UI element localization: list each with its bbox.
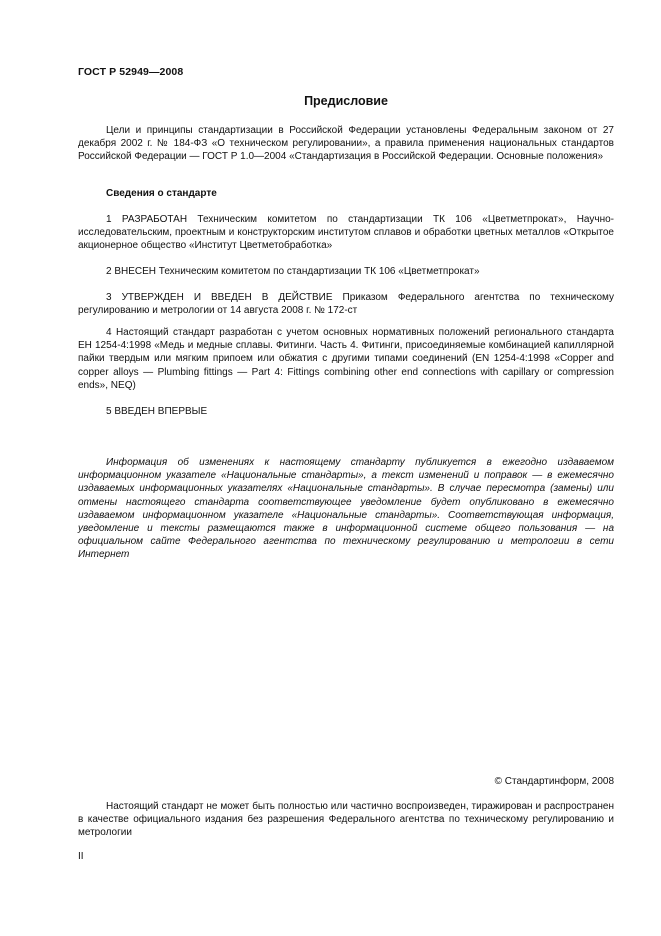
list-item-2: 2 ВНЕСЕН Техническим комитетом по стандартизации ТК 106 «Цветметпрокат» [106,266,480,277]
notice-paragraph: Информация об изменениях к настоящему стандарту публикуется в ежегодно издаваемом информационном указателе «Национальные стандарты», а текст изменений и поправок — в ежемесячно издаваемых информационных указателях «Национальные стандарты». В случае пересмотра (замены) или отмены настоящего стандарта соответствующее уведомление будет опубликовано в ежемесячно издаваемом информационном указателе «Национальные стандарты». Соответствующая информация, уведомление и тексты размещаются также в информационной системе общего пользования — на официальном сайте Федерального агентства по техническому регулированию и метрологии в сети Интернет [78,457,614,561]
list-item-4: 4 Настоящий стандарт разработан с учетом основных нормативных положений регионального стандарта ЕН 1254-4:1998 «Медь и медные сплавы. Фитинги. Часть 4. Фитинги, присоединяемые комбинацией капиллярной пайки твердым или мягким припоем или обжатия с другими типами соединений (EN 1254-4:1998 «Copper and copper alloys — Plumbing fittings — Part 4: Fittings combining other end connections with capillary or compression ends», NEQ) [78,327,614,391]
copyright-notice: © Стандартинформ, 2008 [494,776,614,787]
footer-notice: Настоящий стандарт не может быть полностью или частично воспроизведен, тиражирован и распространен в качестве официального издания без разрешения Федерального агентства по техническому регулированию и метрологии [78,801,614,839]
page-number: II [78,851,84,862]
intro-paragraph: Цели и принципы стандартизации в Российской Федерации установлены Федеральным законом от 27 декабря 2002 г. № 184-ФЗ «О техническом регулировании», а правила применения национальных стандартов Российской Федерации — ГОСТ Р 1.0—2004 «Стандартизация в Российской Федерации. Основные положения» [78,125,614,163]
list-item-5: 5 ВВЕДЕН ВПЕРВЫЕ [106,406,208,417]
list-item-3: 3 УТВЕРЖДЕН И ВВЕДЕН В ДЕЙСТВИЕ Приказом Федерального агентства по техническому регулированию и метрологии от 14 августа 2008 г. № 172-ст [78,292,614,317]
page-title: Предисловие [304,94,388,108]
section-heading: Сведения о стандарте [106,188,217,199]
standard-number-header: ГОСТ Р 52949—2008 [78,66,184,78]
list-item-1: 1 РАЗРАБОТАН Техническим комитетом по стандартизации ТК 106 «Цветметпрокат», Научно-исследовательским, проектным и конструкторским институтом сплавов и обработки цветных металлов «Открытое акционерное общество «Институт Цветметобработка» [78,214,614,252]
